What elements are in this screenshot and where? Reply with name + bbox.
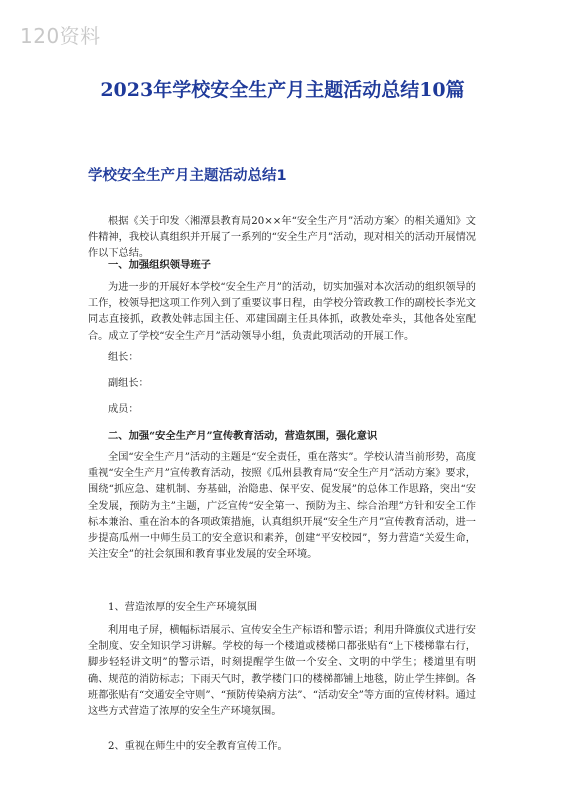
paragraph-publicity: 全国“安全生产月”活动的主题是“安全责任，重在落实”。学校认清当前形势，高度重视“安全生产月”宣传教育活动，按照《瓜州县教育局“安全生产月”活动方案》要求，围绕“抓应急、建机制、夯基础，治隐患、保平安、促发展”的总体工作思路，突出“安全发展，预防为主”主题，广泛宣传“安全第一、预防为主、综合治理”方针和安全工作标本兼治、重在治本的各项政策措施，认真组织开展“安全生产月”宣传教育活动，进一步提高瓜州一中师生员工的安全意识和素养，创建“平安校园”，努力营造“关爱生命，关注安全”的社会氛围和教育事业发展的安全环境。 xyxy=(88,452,476,561)
subheading-environment: 1、营造浓厚的安全生产环境氛围 xyxy=(108,602,258,613)
leader-line: 组长： xyxy=(108,352,139,363)
paragraph-environment: 利用电子屏，横幅标语展示、宣传安全生产标语和警示语；利用升降旗仪式进行安全制度、安全知识学习讲解。学校的每一个楼道或楼梯口都张贴有“上下楼梯靠右行，脚步轻轻讲文明”的警示语，时刻提醒学生做一个安全、文明的中学生；楼道里有明确、规范的消防标志；下雨天气时，教学楼门口的楼梯都铺上地毯，防止学生摔倒。各班都张贴有“交通安全守则”、“预防传染病方法”、“活动安全”等方面的宣传材料。通过这些方式营造了浓厚的安全生产环境氛围。 xyxy=(88,625,476,718)
paragraph-intro: 根据《关于印发〈湘潭县教育局20××年“安全生产月”活动方案〉的相关通知》文件精神，我校认真组织并开展了一系列的“安全生产月”活动，现对相关的活动开展情况作以下总结。 xyxy=(88,216,476,260)
members-line: 成员： xyxy=(108,404,139,415)
document-title: 2023年学校安全生产月主题活动总结10篇 xyxy=(100,79,465,101)
heading-organization: 一、加强组织领导班子 xyxy=(108,259,211,271)
section-title: 学校安全生产月主题活动总结1 xyxy=(88,168,287,184)
deputy-leader-line: 副组长： xyxy=(108,378,149,389)
watermark: 120资料 xyxy=(20,24,101,48)
paragraph-organization: 为进一步的开展好本学校“安全生产月”的活动，切实加强对本次活动的组织领导的工作，校领导把这项工作列入到了重要议事日程，由学校分管政教工作的副校长李光文同志直接抓，政教处韩志国主任、邓建国副主任具体抓，政教处牵头，其他各处室配合。成立了学校“安全生产月”活动领导小组，负责此项活动的开展工作。 xyxy=(88,282,476,342)
subheading-education: 2、重视在师生中的安全教育宣传工作。 xyxy=(108,741,288,752)
heading-publicity: 二、加强“安全生产月”宣传教育活动，营造氛围，强化意识 xyxy=(108,430,378,442)
